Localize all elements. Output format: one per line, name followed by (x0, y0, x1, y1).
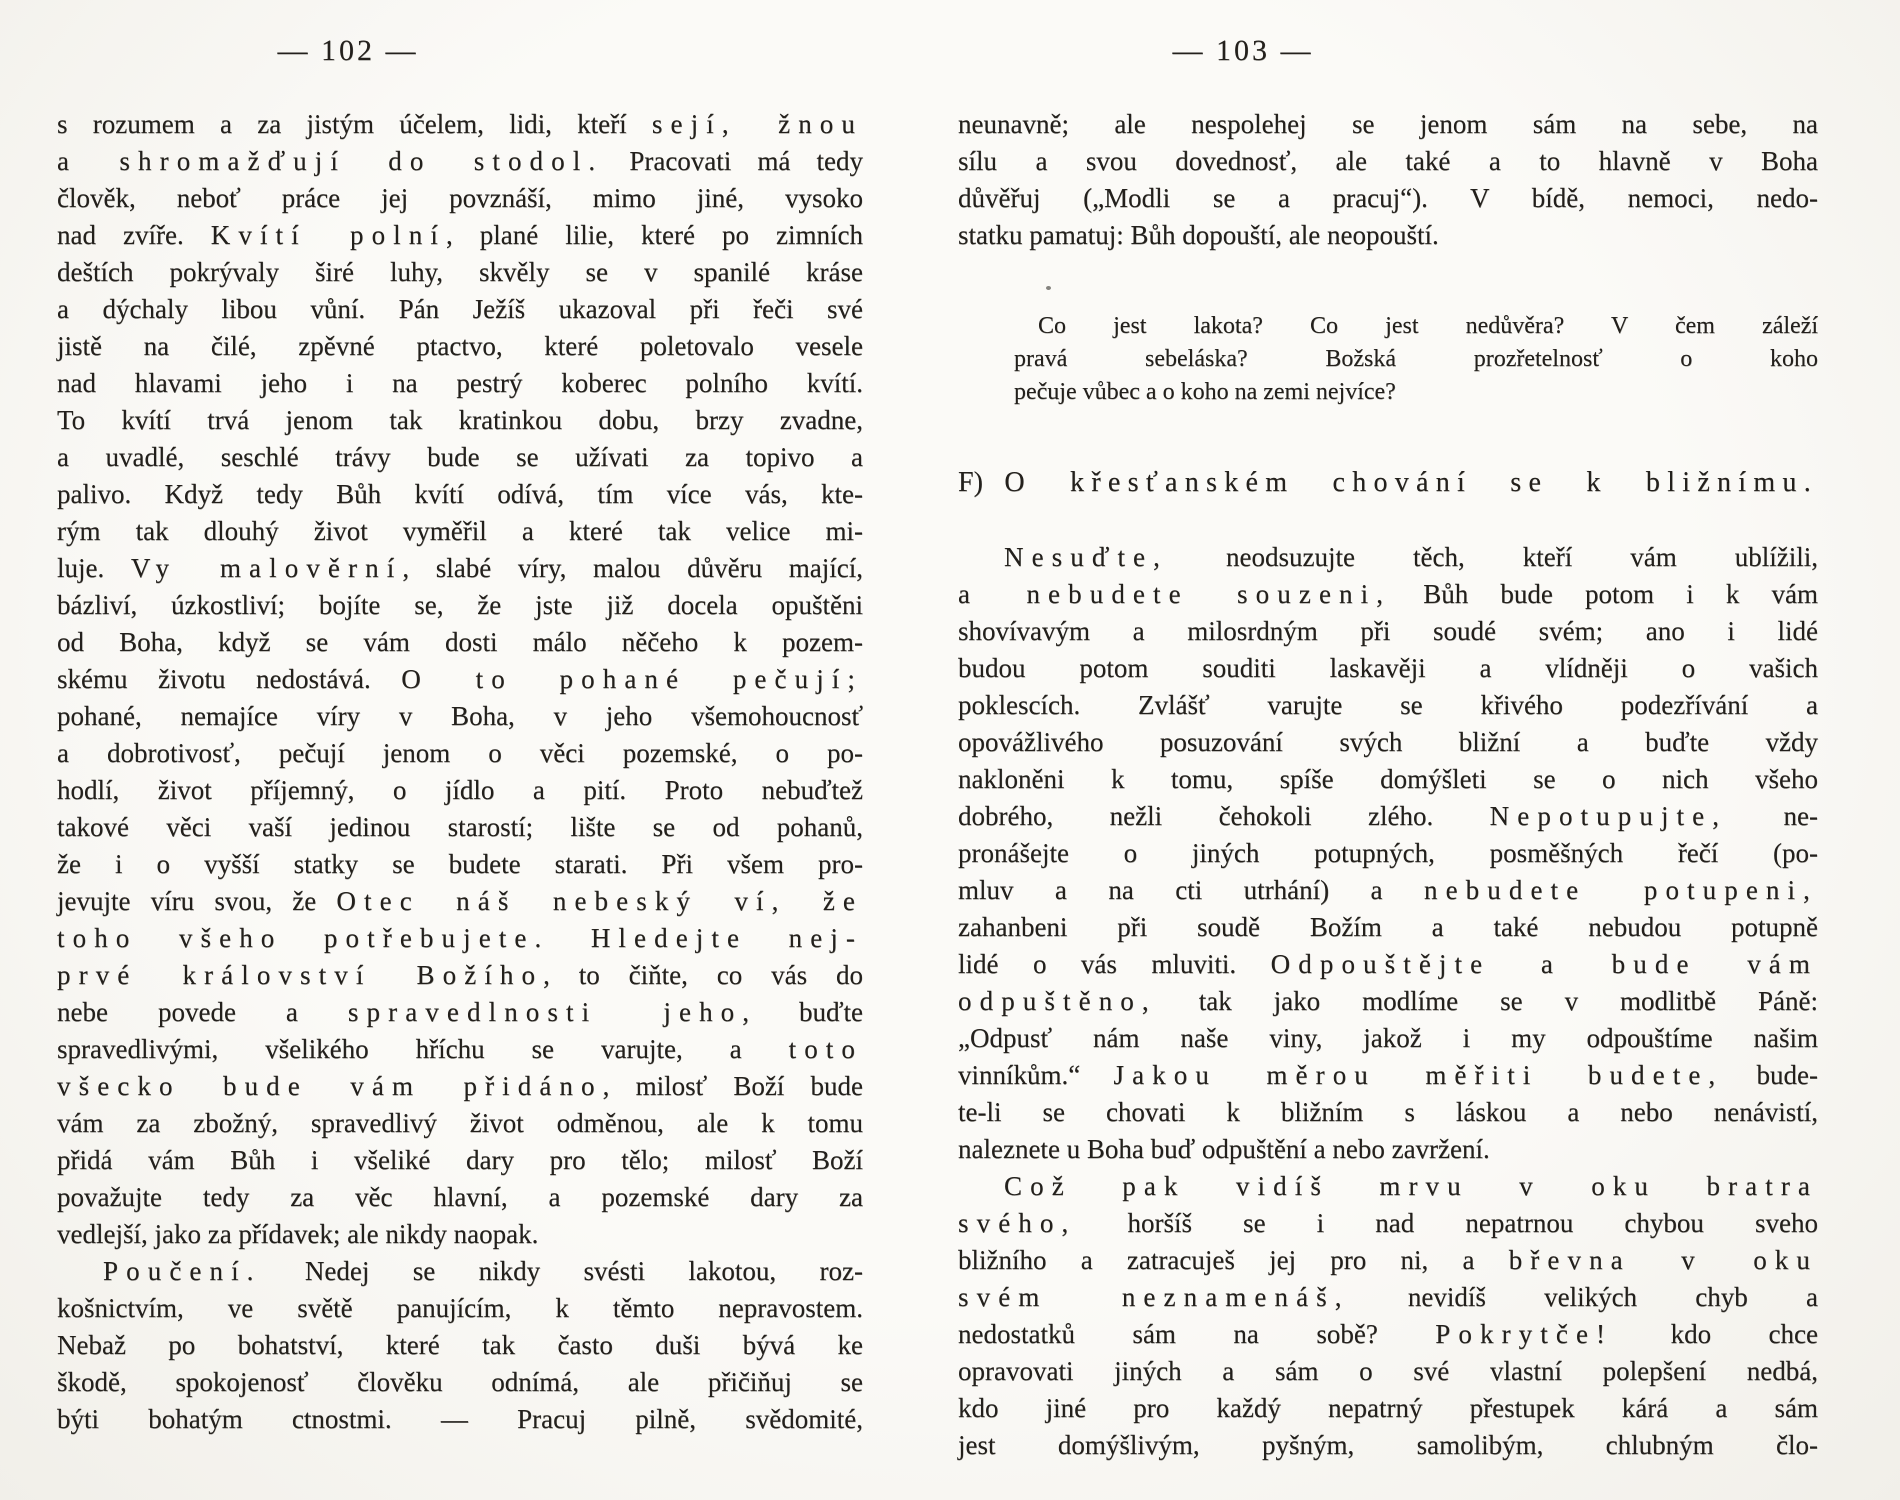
letterspaced-text: všecko bude vám přidáno (57, 1071, 603, 1101)
body-text: dobrého, nežli čehokoli zlého. (958, 801, 1490, 831)
body-text: považujte tedy za věc hlavní, a pozemské dary za (57, 1182, 863, 1212)
body-text: kdo jiné pro každý nepatrný přestupek kárá a sám (958, 1393, 1818, 1423)
body-text: člověk, neboť práce jej povznáší, mimo jiné, vysoko (57, 183, 863, 213)
text-line (57, 587, 863, 624)
letterspaced-text: spravedlnosti jeho (347, 997, 743, 1027)
body-text: pohané, nemajíce víry v Boha, v jeho všemohoucnosť (57, 701, 863, 731)
text-line (57, 291, 863, 328)
text-line (958, 1316, 1818, 1353)
body-text: shovívavým a milosrdným při soudé svém; ano i lidé (958, 616, 1818, 646)
text-line (57, 957, 863, 994)
text-line (958, 983, 1818, 1020)
body-text: vinníkům.“ (958, 1060, 1114, 1090)
text-line (57, 1105, 863, 1142)
text-line (958, 1427, 1818, 1464)
body-text: lidé o vás mluviti. (958, 949, 1271, 979)
body-text: sílu a svou dovednosť, ale také a to hlavně v Boha (958, 146, 1818, 176)
heading (958, 463, 1818, 503)
text-line (57, 143, 863, 180)
letterspaced-text: nebudete potupeni, (1423, 875, 1818, 905)
body-text: F) (958, 467, 1005, 498)
letterspaced-text: břevna v oku (1508, 1245, 1818, 1275)
question_block (1014, 310, 1818, 409)
body-text: pečuje vůbec a o koho na zemi nejvíce? (1014, 379, 1396, 405)
text-line (57, 402, 863, 439)
body-text: tak jako modlíme se v modlitbě Páně: (1156, 986, 1818, 1016)
text-line (958, 1094, 1818, 1131)
body-text: , plané lilie, které po zimních (445, 220, 863, 250)
body-text: vám za zbožný, spravedlivý život odměnou, ale k tomu (57, 1108, 863, 1138)
text-line (958, 687, 1818, 724)
body-text: Pracovati má tedy (603, 146, 863, 176)
letterspaced-text: Kvítí polní (210, 220, 446, 250)
page-102-text-column (57, 106, 863, 1438)
text-line (57, 1253, 863, 1290)
body-text: poklescích. Zvlášť varujte se křivého podezřívání a (958, 690, 1818, 720)
text-line (57, 328, 863, 365)
text-line (958, 872, 1818, 909)
text-line (958, 463, 1818, 503)
body-text: horšíš se i nad nepatrnou chybou sveho (1076, 1208, 1818, 1238)
text-line (57, 513, 863, 550)
text-line (1014, 343, 1818, 376)
text-line (57, 1031, 863, 1068)
paragraph (958, 106, 1818, 254)
text-line (57, 846, 863, 883)
body-text: přidá vám Bůh i všeliké dary pro tělo; milosť Boží (57, 1145, 863, 1175)
letterspaced-text: O to pohané pečují; (401, 664, 863, 694)
paragraph (57, 106, 863, 1438)
letterspaced-text: a shromažďují do stodol. (57, 146, 604, 176)
text-line (57, 217, 863, 254)
body-text: pravá sebeláska? Božská prozřetelnosť o koho (1014, 346, 1818, 372)
text-line (57, 920, 863, 957)
page-number-right: — 103 — (1172, 34, 1314, 67)
letterspaced-text: Odpouštějte a bude vám (1270, 949, 1818, 979)
text-line (57, 624, 863, 661)
text-line (958, 909, 1818, 946)
text-line (958, 1205, 1818, 1242)
text-line (57, 254, 863, 291)
text-line (57, 1142, 863, 1179)
body-text: nad zvíře. (57, 220, 211, 250)
text-line (958, 1020, 1818, 1057)
body-text: a dobrotivosť, pečují jenom o věci pozemské, o po- (57, 738, 863, 768)
text-line (958, 143, 1818, 180)
body-text: a dýchaly libou vůní. Pán Ježíš ukazoval při řeči své (57, 294, 863, 324)
text-line (57, 106, 863, 143)
text-line (57, 476, 863, 513)
letterspaced-text: Nepotupujte, (1489, 801, 1728, 831)
body-text: , buďte (742, 997, 863, 1027)
body-text: te-li se chovati k bližním s láskou a nebo nenávistí, (958, 1097, 1818, 1127)
body-text: a uvadlé, seschlé trávy bude se užívati za topivo a (57, 442, 863, 472)
body-text: nevidíš velikých chyb a (1349, 1282, 1818, 1312)
text-line (958, 613, 1818, 650)
body-text: s rozumem a za jistým účelem, lidi, kteří (57, 109, 652, 139)
body-text: kdo chce (1613, 1319, 1819, 1349)
body-text: To kvítí trvá jenom tak kratinkou dobu, brzy zvadne, (57, 405, 863, 435)
text-line (958, 106, 1818, 143)
text-line (57, 1327, 863, 1364)
text-line (57, 1179, 863, 1216)
text-line (57, 1401, 863, 1438)
letterspaced-text: Vy malověrní (130, 553, 403, 583)
letterspaced-text: Otec náš nebeský ví, že (336, 886, 863, 916)
body-text: statku pamatuj: Bůh dopouští, ale neopouští. (958, 220, 1439, 250)
text-line (57, 809, 863, 846)
body-text: od Boha, když se vám dosti málo něčeho k pozem- (57, 627, 863, 657)
text-line (57, 883, 863, 920)
paragraph (958, 539, 1818, 1464)
body-text: nakloněni k tomu, spíše domýšleti se o nich všeho (958, 764, 1818, 794)
text-line (958, 576, 1818, 613)
body-text: deštích pokrývaly širé luhy, skvěly se v spanilé kráse (57, 257, 863, 287)
letterspaced-text: Poučení. (103, 1256, 262, 1286)
body-text: jevujte víru svou, že (57, 886, 337, 916)
text-line (958, 724, 1818, 761)
body-text: budou potom souditi laskavěji a vlídněji o vašich (958, 653, 1818, 683)
letterspaced-text: svého, (958, 1208, 1077, 1238)
text-line (958, 180, 1818, 217)
text-line (57, 180, 863, 217)
body-text: jest domýšlivým, pyšným, samolibým, chlubným člo- (958, 1430, 1818, 1460)
body-text: bližního a zatracuješ jej pro ni, a (958, 1245, 1509, 1275)
body-text: vedlejší, jako za přídavek; ale nikdy naopak. (57, 1219, 539, 1249)
letterspaced-text: Pokrytče! (1435, 1319, 1614, 1349)
letterspaced-text: svém neznamenáš, (958, 1282, 1350, 1312)
text-line (57, 1216, 863, 1253)
letterspaced-text: O křesťanském chování se k bližnímu. (1004, 467, 1818, 498)
body-text: ne- (1727, 801, 1818, 831)
text-line (958, 217, 1818, 254)
body-text: takové věci vaší jedinou starostí; lište se od pohanů, (57, 812, 863, 842)
letterspaced-text: Nesuďte, (1004, 542, 1168, 572)
body-text: neunavně; ale nespolehej se jenom sám na sebe, na (958, 109, 1818, 139)
text-line (1014, 376, 1818, 409)
body-text: košnictvím, ve světě panujícím, k těmto nepravostem. (57, 1293, 863, 1323)
body-text: bázliví, úzkostliví; bojíte se, že jste již docela opuštěni (57, 590, 863, 620)
letterspaced-text: Což pak vidíš mrvu v oku bratra (1004, 1171, 1818, 1201)
letterspaced-text: Jakou měrou měřiti budete, (1113, 1060, 1724, 1090)
text-line (958, 1168, 1818, 1205)
body-text: důvěřuj („Modli se a pracuj“). V bídě, nemoci, nedo- (958, 183, 1818, 213)
body-text: , milosť Boží bude (602, 1071, 863, 1101)
text-line (958, 761, 1818, 798)
body-text: spravedlivými, všelikého hříchu se varujte, a (57, 1034, 789, 1064)
text-line (57, 661, 863, 698)
body-text: , slabé víry, malou důvěru mající, (402, 553, 863, 583)
text-line (958, 1057, 1818, 1094)
body-text: že i o vyšší statky se budete starati. Při všem pro- (57, 849, 863, 879)
page-103-text-column (958, 106, 1818, 1464)
letterspaced-text: prvé království Božího (57, 960, 544, 990)
body-text: hodlí, život příjemný, o jídlo a pití. Proto nebuďtež (57, 775, 863, 805)
body-text: škodě, spokojenosť člověku odnímá, ale přičiňuj se (57, 1367, 863, 1397)
text-line (958, 1279, 1818, 1316)
body-text: opovážlivého posuzování svých bližní a buďte vždy (958, 727, 1818, 757)
text-line (57, 365, 863, 402)
body-text: naleznete u Boha buď odpuštění a nebo zavržení. (958, 1134, 1490, 1164)
text-line (57, 550, 863, 587)
scan-speck-artifact (1046, 286, 1051, 290)
text-line (57, 698, 863, 735)
text-line (1014, 310, 1818, 343)
letterspaced-text: sejí, žnou (651, 109, 864, 139)
body-text: rým tak dlouhý život vyměřil a které tak velice mi- (57, 516, 863, 546)
body-text: bude- (1723, 1060, 1818, 1090)
body-text: Bůh bude potom i k vám (1391, 579, 1818, 609)
page-number-left: — 102 — (277, 34, 419, 67)
text-line (57, 1068, 863, 1105)
text-line (958, 1242, 1818, 1279)
text-line (958, 1131, 1818, 1168)
body-text: pronášejte o jiných potupných, posměšných řečí (po- (958, 838, 1818, 868)
body-text: neodsuzujte těch, kteří vám ublížili, (1167, 542, 1818, 572)
body-text: jistě na čilé, zpěvné ptactvo, které poletovalo vesele (57, 331, 863, 361)
text-line (958, 835, 1818, 872)
body-text: , to čiňte, co vás do (543, 960, 863, 990)
text-line (57, 735, 863, 772)
body-text: nad hlavami jeho i na pestrý koberec polního kvítí. (57, 368, 863, 398)
body-text: nedostatků sám na sobě? (958, 1319, 1436, 1349)
text-line (57, 1290, 863, 1327)
text-line (958, 1353, 1818, 1390)
body-text: „Odpusť nám naše viny, jakož i my odpouštíme našim (958, 1023, 1818, 1053)
text-line (57, 994, 863, 1031)
body-text: mluv a na cti utrhání) a (958, 875, 1424, 905)
body-text: skému životu nedostává. (57, 664, 402, 694)
body-text: opravovati jiných a sám o své vlastní polepšení nedbá, (958, 1356, 1818, 1386)
text-line (57, 772, 863, 809)
body-text: býti bohatým ctnostmi. — Pracuj pilně, svědomité, (57, 1404, 863, 1434)
body-text: Co jest lakota? Co jest nedůvěra? V čem záleží (1038, 313, 1818, 339)
letterspaced-text: toto (788, 1034, 863, 1064)
body-text: nebe povede a (57, 997, 348, 1027)
letterspaced-text: odpuštěno, (958, 986, 1157, 1016)
text-line (57, 1364, 863, 1401)
body-text: zahanbeni při soudě Božím a také nebudou potupně (958, 912, 1818, 942)
text-line (958, 798, 1818, 835)
body-text: luje. (57, 553, 131, 583)
text-line (57, 439, 863, 476)
text-line (958, 946, 1818, 983)
body-text: palivo. Když tedy Bůh kvítí odívá, tím více vás, kte- (57, 479, 863, 509)
body-text: Nebaž po bohatství, které tak často duši bývá ke (57, 1330, 863, 1360)
text-line (958, 650, 1818, 687)
text-line (958, 539, 1818, 576)
body-text: Nedej se nikdy svésti lakotou, roz- (261, 1256, 863, 1286)
letterspaced-text: a nebudete souzeni, (958, 579, 1392, 609)
letterspaced-text: toho všeho potřebujete. Hledejte nej- (57, 923, 863, 953)
text-line (958, 1390, 1818, 1427)
